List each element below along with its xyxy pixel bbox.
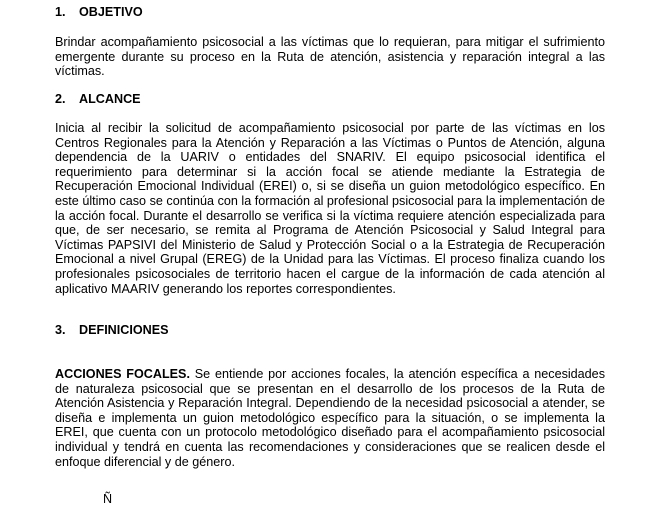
- section-heading-definiciones: [55, 323, 169, 338]
- objetivo-paragraph: Brindar acompañamiento psicosocial a las víctimas que lo requieran, para mitigar el sufrimiento emergente durante su proceso en la Ruta de atención, asistencia y reparación integral a las víctimas.: [55, 35, 605, 79]
- section-title: DEFINICIONES: [79, 323, 169, 337]
- definition-text: Se entiende por acciones focales, la atención específica a necesidades de naturaleza psicosocial que se presentan en el desarrollo de los procesos de la Ruta de Atención Asistencia y Reparación Integral. Dependiendo de la necesidad psicosocial a atender, se diseña e implementa un guion metodológico específico para la situación, o se implementa la EREI, que cuenta con un protocolo metodológico diseñado para el acompañamiento psicosocial individual y tendrá en cuenta las recomendaciones y consideraciones que se realicen desde el enfoque diferencial y de género.: [55, 367, 605, 469]
- section-number: 2.: [55, 92, 66, 106]
- section-heading-objetivo: [55, 5, 143, 20]
- section-number: 1.: [55, 5, 66, 19]
- definition-term: ACCIONES FOCALES.: [55, 367, 190, 381]
- section-heading-alcance: [55, 92, 141, 107]
- cut-off-next-heading: Ñ: [103, 492, 113, 506]
- definition-acciones-focales: [55, 367, 605, 469]
- section-title: OBJETIVO: [79, 5, 143, 19]
- section-number: 3.: [55, 323, 66, 337]
- section-title: ALCANCE: [79, 92, 141, 106]
- alcance-paragraph: Inicia al recibir la solicitud de acompañamiento psicosocial por parte de las víctimas en los Centros Regionales para la Atención y Reparación a las Víctimas o Puntos de Atención, alguna dependencia de la UARIV o entidades del SNARIV. El equipo psicosocial identifica el requerimiento para determinar si la acción focal se atiende mediante la Estrategia de Recuperación Emocional Individual (EREI) o, si se diseña un guion metodológico específico. En este último caso se continúa con la formación al profesional psicosocial para la implementación de la acción focal. Durante el desarrollo se verifica si la víctima requiere atención especializada para que, de ser necesario, se remita al Programa de Atención Psicosocial y Salud Integral para Víctimas PAPSIVI del Ministerio de Salud y Protección Social o a la Estrategia de Recuperación Emocional a nivel Grupal (EREG) de la Unidad para las Víctimas. El proceso finaliza cuando los profesionales psicosociales de territorio hacen el cargue de la información de cada atención al aplicativo MAARIV generando los reportes correspondientes.: [55, 121, 605, 296]
